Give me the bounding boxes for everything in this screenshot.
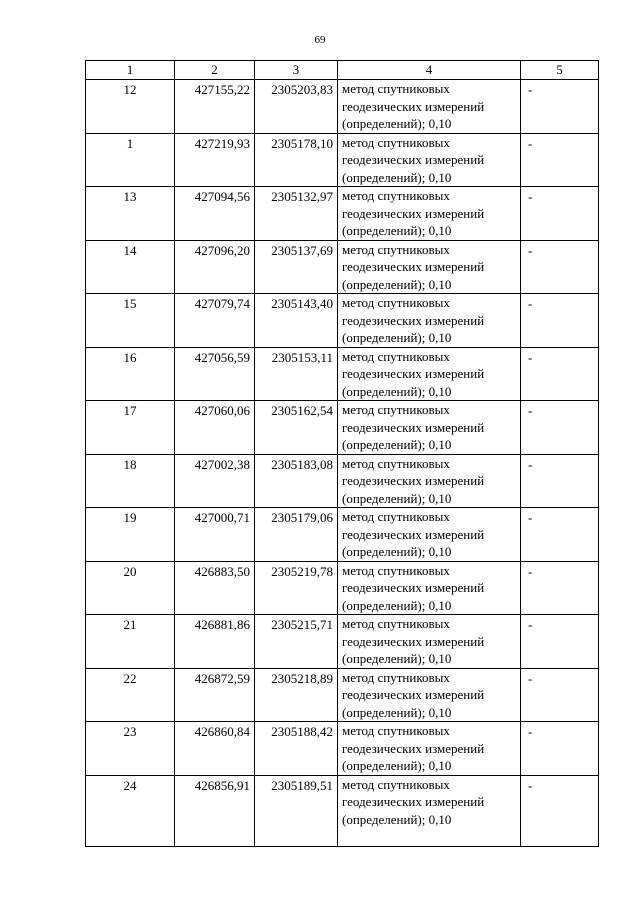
header-cell: 3: [255, 61, 338, 80]
y-coordinate-cell: 2305215,71: [255, 615, 338, 669]
note-cell: -: [521, 775, 599, 846]
y-coordinate-cell: 2305153,11: [255, 347, 338, 401]
y-coordinate-cell: 2305143,40: [255, 294, 338, 348]
method-line: геодезических измерений: [342, 98, 485, 114]
y-coordinate-cell: 2305218,89: [255, 668, 338, 722]
method-line: метод спутниковых: [342, 509, 450, 524]
table-row: [86, 347, 599, 401]
x-coordinate-cell: 427096,20: [175, 240, 255, 294]
method-line: геодезических измерений: [342, 152, 485, 167]
method-line: (определений); 0,10: [342, 704, 452, 720]
method-line: геодезических измерений: [342, 312, 485, 328]
point-number-cell: 13: [86, 187, 175, 241]
method-cell: [338, 615, 521, 669]
y-coordinate-cell: 2305179,06: [255, 508, 338, 562]
table-header-row: [86, 61, 599, 80]
method-line: геодезических измерений: [342, 580, 485, 595]
method-cell: [338, 775, 521, 846]
method-cell: [338, 401, 521, 455]
method-line: (определений); 0,10: [342, 223, 452, 238]
point-number-cell: 1: [86, 133, 175, 187]
method-line: метод спутниковых: [342, 81, 450, 96]
method-cell: [338, 240, 521, 294]
table-row: [86, 775, 599, 846]
point-number-cell: 20: [86, 561, 175, 615]
note-cell: -: [521, 454, 599, 508]
method-cell: [338, 80, 521, 134]
y-coordinate-cell: 2305132,97: [255, 187, 338, 241]
note-cell: -: [521, 722, 599, 776]
method-line: (определений); 0,10: [342, 330, 452, 345]
x-coordinate-cell: 426856,91: [175, 775, 255, 846]
table-row: [86, 294, 599, 348]
table-row: [86, 133, 599, 187]
x-coordinate-cell: 427000,71: [175, 508, 255, 562]
method-line: метод спутниковых: [342, 295, 450, 310]
method-cell: [338, 508, 521, 562]
method-line: метод спутниковых: [342, 455, 450, 471]
method-line: метод спутниковых: [342, 669, 450, 685]
method-line: геодезических измерений: [342, 473, 485, 488]
method-line: геодезических измерений: [342, 526, 485, 542]
method-line: (определений); 0,10: [342, 437, 452, 452]
point-number-cell: 23: [86, 722, 175, 776]
method-line: метод спутниковых: [342, 616, 450, 631]
point-number-cell: 14: [86, 240, 175, 294]
point-number-cell: 15: [86, 294, 175, 348]
method-line: (определений); 0,10: [342, 169, 452, 185]
table-row: [86, 240, 599, 294]
note-cell: -: [521, 401, 599, 455]
method-line: (определений); 0,10: [342, 651, 452, 666]
header-cell: 2: [175, 61, 255, 80]
method-line: геодезических измерений: [342, 740, 485, 756]
table-row: [86, 668, 599, 722]
y-coordinate-cell: 2305137,69: [255, 240, 338, 294]
method-line: геодезических измерений: [342, 419, 485, 435]
method-cell: [338, 187, 521, 241]
method-cell: [338, 454, 521, 508]
table-row: [86, 508, 599, 562]
x-coordinate-cell: 427094,56: [175, 187, 255, 241]
note-cell: -: [521, 80, 599, 134]
x-coordinate-cell: 427056,59: [175, 347, 255, 401]
method-line: метод спутниковых: [342, 188, 450, 203]
point-number-cell: 21: [86, 615, 175, 669]
method-line: геодезических измерений: [342, 366, 485, 381]
table-row: [86, 615, 599, 669]
method-cell: [338, 294, 521, 348]
method-line: метод спутниковых: [342, 348, 450, 364]
x-coordinate-cell: 427060,06: [175, 401, 255, 455]
x-coordinate-cell: 426872,59: [175, 668, 255, 722]
method-cell: [338, 133, 521, 187]
note-cell: -: [521, 187, 599, 241]
method-line: геодезических измерений: [342, 633, 485, 649]
method-cell: [338, 722, 521, 776]
table-row: [86, 454, 599, 508]
x-coordinate-cell: 427219,93: [175, 133, 255, 187]
method-line: геодезических измерений: [342, 687, 485, 702]
y-coordinate-cell: 2305219,78: [255, 561, 338, 615]
point-number-cell: 19: [86, 508, 175, 562]
table-row: [86, 80, 599, 134]
y-coordinate-cell: 2305178,10: [255, 133, 338, 187]
method-cell: [338, 347, 521, 401]
method-line: геодезических измерений: [342, 794, 485, 809]
y-coordinate-cell: 2305188,42: [255, 722, 338, 776]
point-number-cell: 24: [86, 775, 175, 846]
header-cell: 1: [86, 61, 175, 80]
y-coordinate-cell: 2305183,08: [255, 454, 338, 508]
method-line: (определений); 0,10: [342, 758, 452, 773]
note-cell: -: [521, 240, 599, 294]
method-line: (определений); 0,10: [342, 544, 452, 559]
note-cell: -: [521, 294, 599, 348]
table-row: [86, 561, 599, 615]
y-coordinate-cell: 2305189,51: [255, 775, 338, 846]
method-line: метод спутниковых: [342, 776, 450, 792]
note-cell: -: [521, 133, 599, 187]
method-line: (определений); 0,10: [342, 116, 452, 131]
x-coordinate-cell: 427079,74: [175, 294, 255, 348]
method-line: (определений); 0,10: [342, 490, 452, 506]
point-number-cell: 12: [86, 80, 175, 134]
method-line: метод спутниковых: [342, 402, 450, 417]
point-number-cell: 22: [86, 668, 175, 722]
point-number-cell: 17: [86, 401, 175, 455]
point-number-cell: 16: [86, 347, 175, 401]
y-coordinate-cell: 2305203,83: [255, 80, 338, 134]
method-line: метод спутниковых: [342, 241, 450, 257]
method-line: метод спутниковых: [342, 723, 450, 738]
x-coordinate-cell: 426883,50: [175, 561, 255, 615]
header-cell: 5: [521, 61, 599, 80]
method-line: геодезических измерений: [342, 259, 485, 274]
method-cell: [338, 561, 521, 615]
method-line: (определений); 0,10: [342, 276, 452, 292]
note-cell: -: [521, 508, 599, 562]
method-line: (определений); 0,10: [342, 383, 452, 399]
coordinates-table: [85, 60, 599, 847]
method-cell: [338, 668, 521, 722]
method-line: (определений); 0,10: [342, 811, 452, 827]
method-line: (определений); 0,10: [342, 597, 452, 613]
table-row: [86, 722, 599, 776]
y-coordinate-cell: 2305162,54: [255, 401, 338, 455]
x-coordinate-cell: 426881,86: [175, 615, 255, 669]
note-cell: -: [521, 561, 599, 615]
method-line: метод спутниковых: [342, 562, 450, 578]
note-cell: -: [521, 347, 599, 401]
table-row: [86, 187, 599, 241]
page-number: 69: [314, 34, 326, 46]
x-coordinate-cell: 427002,38: [175, 454, 255, 508]
method-line: геодезических измерений: [342, 205, 485, 221]
method-line: метод спутниковых: [342, 134, 450, 150]
table-row: [86, 401, 599, 455]
table-body: [86, 80, 599, 847]
x-coordinate-cell: 426860,84: [175, 722, 255, 776]
point-number-cell: 18: [86, 454, 175, 508]
header-cell: 4: [338, 61, 521, 80]
note-cell: -: [521, 615, 599, 669]
x-coordinate-cell: 427155,22: [175, 80, 255, 134]
note-cell: -: [521, 668, 599, 722]
